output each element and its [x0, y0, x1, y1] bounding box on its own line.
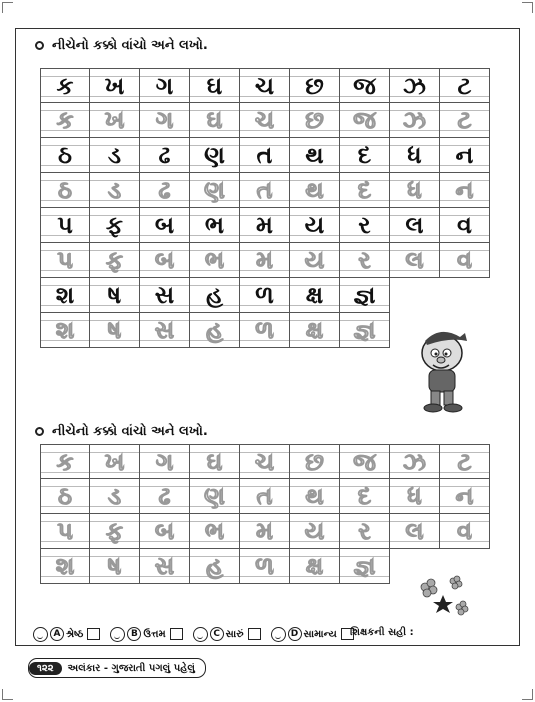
trace-glyph: ર — [358, 517, 371, 545]
trace-glyph: બ — [154, 246, 175, 274]
trace-cell — [340, 173, 390, 208]
trace-glyph: ય — [304, 517, 325, 545]
letter-glyph: પ — [57, 211, 73, 239]
empty-cell — [440, 278, 490, 313]
letter-glyph: ભ — [204, 211, 225, 239]
grade-label: શ્રેષ્ઠ — [66, 628, 84, 640]
section-heading-2 — [35, 424, 208, 439]
trace-cell — [440, 479, 490, 514]
cartoon-boy-image — [405, 323, 480, 419]
trace-glyph: છ — [305, 106, 324, 134]
trace-glyph: ચ — [254, 106, 275, 134]
trace-cell — [240, 479, 290, 514]
letter-cell — [240, 138, 290, 173]
smiley-icon — [193, 627, 208, 642]
letter-cell — [240, 278, 290, 313]
letter-glyph: ઝ — [403, 71, 426, 100]
grade-bar — [33, 623, 513, 645]
letter-cell — [40, 278, 90, 313]
trace-cell — [240, 243, 290, 278]
trace-glyph: છ — [305, 447, 324, 476]
letter-cell — [140, 278, 190, 313]
trace-glyph: ગ — [155, 447, 174, 476]
trace-cell — [40, 514, 90, 549]
trace-cell — [140, 549, 190, 584]
letter-glyph: લ — [405, 211, 424, 239]
trace-glyph: દ — [357, 482, 372, 510]
letter-cell — [290, 138, 340, 173]
letter-cell — [340, 138, 390, 173]
letter-glyph: જ્ઞ — [353, 281, 376, 309]
trace-glyph: ળ — [255, 316, 274, 344]
letter-glyph: સ — [154, 281, 175, 309]
letter-glyph: ળ — [255, 281, 274, 309]
trace-glyph: હ — [205, 552, 224, 580]
crop-mark — [2, 689, 13, 700]
trace-glyph: ટ — [457, 447, 472, 476]
trace-cell — [90, 549, 140, 584]
trace-glyph: ચ — [254, 447, 275, 476]
letter-glyph: બ — [154, 211, 175, 239]
heading-text: નીચેનો કક્કો વાંચો અને લખો. — [52, 38, 208, 53]
trace-cell — [140, 173, 190, 208]
grade-checkbox[interactable] — [248, 628, 261, 640]
letter-glyph: ફ — [105, 211, 124, 239]
trace-cell — [390, 444, 440, 479]
trace-glyph: વ — [457, 246, 472, 274]
trace-glyph: થ — [305, 482, 324, 510]
trace-cell — [190, 549, 240, 584]
letter-glyph: ર — [358, 211, 371, 239]
letter-cell — [90, 138, 140, 173]
trace-glyph: જ — [353, 447, 376, 476]
trace-cell — [140, 479, 190, 514]
grade-letter: B — [127, 627, 141, 641]
trace-glyph: ભ — [204, 246, 225, 274]
trace-glyph: ધ — [407, 176, 422, 204]
trace-cell — [390, 479, 440, 514]
trace-glyph: ક — [56, 106, 74, 134]
grade-label: ઉત્તમ — [143, 628, 166, 640]
grade-letter: C — [210, 627, 224, 641]
letter-glyph: ત — [256, 141, 273, 169]
trace-cell — [40, 444, 90, 479]
crop-mark — [2, 2, 13, 13]
letter-cell — [190, 278, 240, 313]
trace-cell — [140, 514, 190, 549]
teacher-signature-label: શિક્ષકની સહી : — [350, 627, 414, 638]
letter-cell — [190, 138, 240, 173]
trace-cell — [390, 103, 440, 138]
letter-cell — [390, 138, 440, 173]
letter-glyph: ઢ — [158, 141, 171, 169]
letter-cell — [90, 208, 140, 243]
trace-glyph: ઠ — [58, 176, 72, 204]
page-number: ૧૨૨ — [29, 662, 62, 675]
trace-glyph: જ્ઞ — [353, 316, 376, 344]
letter-cell — [90, 68, 140, 103]
trace-glyph: થ — [305, 176, 324, 204]
trace-cell — [190, 313, 240, 348]
trace-glyph: ક્ષ — [305, 552, 324, 580]
letter-glyph: ચ — [254, 71, 275, 100]
trace-cell — [290, 103, 340, 138]
trace-cell — [290, 243, 340, 278]
trace-glyph: લ — [405, 517, 424, 545]
letter-glyph: જ — [353, 71, 376, 100]
letter-cell — [290, 278, 340, 313]
trace-glyph: સ — [154, 552, 175, 580]
trace-cell — [190, 103, 240, 138]
trace-cell — [190, 514, 240, 549]
trace-glyph: પ — [57, 246, 73, 274]
trace-glyph: ય — [304, 246, 325, 274]
trace-glyph: જ — [353, 106, 376, 134]
letter-glyph: મ — [256, 211, 273, 239]
letter-cell — [40, 208, 90, 243]
trace-cell — [290, 479, 340, 514]
letter-glyph: છ — [305, 71, 324, 100]
letter-cell — [440, 138, 490, 173]
trace-glyph: ન — [455, 176, 474, 204]
trace-cell — [240, 514, 290, 549]
trace-cell — [290, 444, 340, 479]
trace-cell — [240, 173, 290, 208]
letter-glyph: હ — [205, 281, 224, 309]
letter-cell — [390, 68, 440, 103]
trace-glyph: ઢ — [158, 482, 171, 510]
trace-glyph: ફ — [105, 246, 124, 274]
letter-cell — [340, 208, 390, 243]
trace-glyph: મ — [256, 517, 273, 545]
trace-cell — [190, 243, 240, 278]
letter-cell — [440, 208, 490, 243]
trace-cell — [390, 173, 440, 208]
letter-glyph: ટ — [457, 71, 472, 100]
letter-glyph: ષ — [107, 281, 122, 309]
trace-glyph: ભ — [204, 517, 225, 545]
trace-glyph: ર — [358, 246, 371, 274]
trace-glyph: શ — [55, 552, 75, 580]
letter-cell — [240, 68, 290, 103]
trace-cell — [40, 103, 90, 138]
trace-cell — [390, 514, 440, 549]
letter-glyph: વ — [457, 211, 472, 239]
trace-glyph: ખ — [104, 106, 125, 134]
letter-glyph: ણ — [204, 141, 225, 169]
smiley-icon — [271, 627, 286, 642]
letter-glyph: શ — [55, 281, 75, 309]
trace-cell — [240, 103, 290, 138]
letter-glyph: ડ — [107, 141, 122, 169]
letter-grid-top — [40, 68, 490, 348]
trace-glyph: ણ — [204, 176, 225, 204]
trace-glyph: ત — [256, 482, 273, 510]
letter-glyph: ધ — [407, 141, 422, 169]
letter-glyph: થ — [305, 141, 324, 169]
trace-cell — [240, 549, 290, 584]
letter-glyph: ક્ષ — [305, 281, 324, 309]
crop-mark — [522, 2, 533, 13]
trace-cell — [190, 173, 240, 208]
letter-glyph: ય — [304, 211, 325, 239]
section-heading-1 — [35, 38, 208, 53]
letter-cell — [240, 208, 290, 243]
bullet-icon — [35, 427, 44, 436]
trace-glyph: ખ — [104, 447, 125, 476]
trace-cell — [40, 549, 90, 584]
trace-cell — [340, 444, 390, 479]
letter-cell — [40, 68, 90, 103]
trace-cell — [90, 103, 140, 138]
trace-cell — [340, 514, 390, 549]
letter-cell — [440, 68, 490, 103]
trace-glyph: વ — [457, 517, 472, 545]
trace-glyph: ક્ષ — [305, 316, 324, 344]
flowers-image — [415, 575, 475, 624]
trace-cell — [240, 444, 290, 479]
trace-cell — [140, 243, 190, 278]
trace-glyph: ઘ — [206, 447, 223, 476]
trace-cell — [290, 549, 340, 584]
trace-glyph: દ — [357, 176, 372, 204]
trace-glyph: ળ — [255, 552, 274, 580]
trace-cell — [140, 444, 190, 479]
trace-cell — [340, 313, 390, 348]
letter-cell — [340, 68, 390, 103]
trace-glyph: ઝ — [403, 106, 426, 134]
page-footer — [28, 658, 206, 678]
trace-cell — [90, 173, 140, 208]
trace-cell — [440, 243, 490, 278]
grade-letter: D — [288, 627, 302, 641]
grade-label: સારું — [225, 628, 244, 640]
trace-cell — [90, 313, 140, 348]
grade-c — [193, 627, 261, 642]
letter-cell — [140, 68, 190, 103]
letter-glyph: ગ — [155, 71, 174, 100]
empty-cell — [390, 278, 440, 313]
letter-grid-bottom — [40, 444, 490, 584]
letter-cell — [290, 68, 340, 103]
trace-glyph: ષ — [107, 552, 122, 580]
trace-cell — [90, 243, 140, 278]
grade-checkbox[interactable] — [87, 628, 100, 640]
letter-cell — [340, 278, 390, 313]
book-title: અલંકાર - ગુજરાતી પગલું પહેલું — [67, 662, 195, 674]
trace-glyph: ણ — [204, 482, 225, 510]
letter-cell — [90, 278, 140, 313]
letter-cell — [140, 208, 190, 243]
trace-cell — [440, 444, 490, 479]
smiley-icon — [33, 627, 48, 642]
letter-glyph: ન — [455, 141, 474, 169]
trace-cell — [340, 549, 390, 584]
trace-glyph: હ — [205, 316, 224, 344]
trace-cell — [90, 479, 140, 514]
trace-cell — [390, 243, 440, 278]
trace-glyph: ગ — [155, 106, 174, 134]
trace-glyph: ડ — [107, 176, 122, 204]
grade-b — [110, 627, 182, 642]
trace-cell — [290, 313, 340, 348]
grade-checkbox[interactable] — [170, 628, 183, 640]
letter-cell — [390, 208, 440, 243]
letter-glyph: ઘ — [206, 71, 223, 100]
trace-glyph: શ — [55, 316, 75, 344]
trace-glyph: ડ — [107, 482, 122, 510]
trace-glyph: ફ — [105, 517, 124, 545]
letter-glyph: દ — [357, 141, 372, 169]
trace-glyph: લ — [405, 246, 424, 274]
trace-cell — [290, 514, 340, 549]
trace-glyph: મ — [256, 246, 273, 274]
trace-cell — [190, 444, 240, 479]
trace-cell — [340, 479, 390, 514]
trace-glyph: ધ — [407, 482, 422, 510]
trace-cell — [440, 103, 490, 138]
trace-glyph: ન — [455, 482, 474, 510]
letter-glyph: ખ — [104, 71, 125, 100]
trace-glyph: ઝ — [403, 447, 426, 476]
trace-cell — [40, 479, 90, 514]
letter-cell — [290, 208, 340, 243]
trace-glyph: ઘ — [206, 106, 223, 134]
grade-a — [33, 627, 100, 642]
trace-glyph: ઠ — [58, 482, 72, 510]
trace-cell — [240, 313, 290, 348]
trace-cell — [40, 313, 90, 348]
grade-d — [271, 627, 354, 642]
trace-cell — [40, 243, 90, 278]
trace-glyph: ટ — [457, 106, 472, 134]
trace-cell — [290, 173, 340, 208]
trace-cell — [140, 313, 190, 348]
heading-text: નીચેનો કક્કો વાંચો અને લખો. — [52, 424, 208, 439]
letter-cell — [140, 138, 190, 173]
trace-cell — [90, 444, 140, 479]
trace-glyph: બ — [154, 517, 175, 545]
trace-glyph: ત — [256, 176, 273, 204]
letter-cell — [40, 138, 90, 173]
trace-cell — [440, 514, 490, 549]
crop-mark — [522, 689, 533, 700]
trace-cell — [340, 103, 390, 138]
trace-glyph: પ — [57, 517, 73, 545]
trace-glyph: ઢ — [158, 176, 171, 204]
trace-glyph: સ — [154, 316, 175, 344]
trace-cell — [40, 173, 90, 208]
trace-cell — [140, 103, 190, 138]
grade-letter: A — [50, 627, 64, 641]
trace-cell — [90, 514, 140, 549]
letter-cell — [190, 68, 240, 103]
letter-glyph: ક — [56, 71, 74, 100]
bullet-icon — [35, 41, 44, 50]
trace-cell — [440, 173, 490, 208]
trace-cell — [340, 243, 390, 278]
grade-label: સામાન્ય — [303, 628, 337, 640]
smiley-icon — [110, 627, 125, 642]
trace-glyph: જ્ઞ — [353, 552, 376, 580]
trace-glyph: ક — [56, 447, 74, 476]
letter-glyph: ઠ — [58, 141, 72, 169]
letter-cell — [190, 208, 240, 243]
trace-glyph: ષ — [107, 316, 122, 344]
trace-cell — [190, 479, 240, 514]
